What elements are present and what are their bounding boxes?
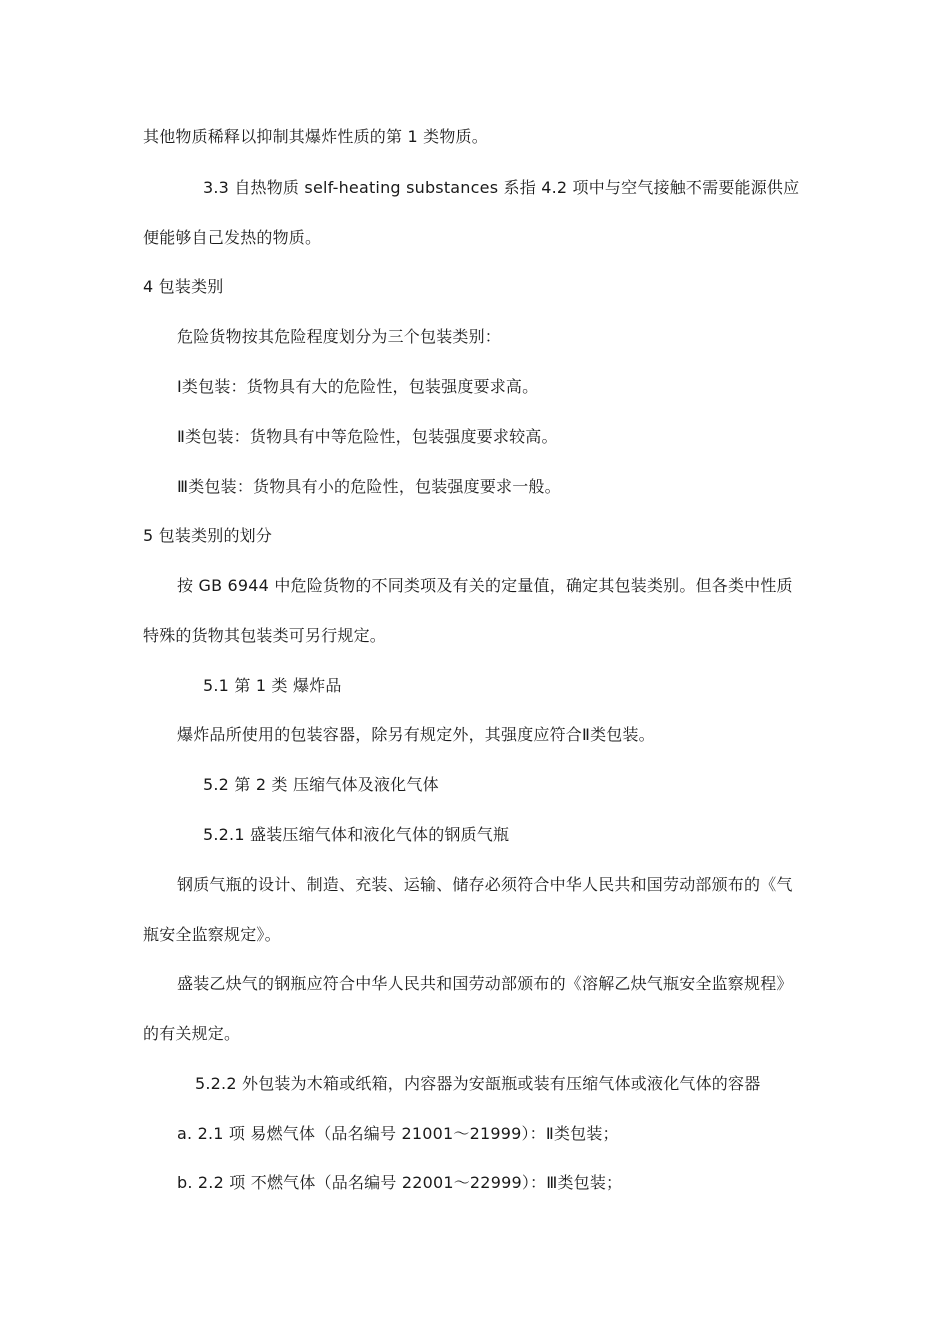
text-line: 危险货物按其危险程度划分为三个包装类别： [177, 327, 502, 346]
list-item: Ⅰ类包装：货物具有大的危险性，包装强度要求高。 [177, 377, 539, 396]
section-heading-5-1: 5.1 第 1 类 爆炸品 [203, 676, 342, 695]
text-line: 特殊的货物其包装类可另行规定。 [143, 626, 387, 645]
text-line: 其他物质稀释以抑制其爆炸性质的第 1 类物质。 [143, 127, 488, 146]
section-heading-4: 4 包装类别 [143, 277, 224, 296]
text-line: 爆炸品所使用的包装容器，除另有规定外，其强度应符合Ⅱ类包装。 [177, 725, 655, 744]
list-item: a. 2.1 项 易燃气体（品名编号 21001～21999）：Ⅱ类包装； [177, 1124, 619, 1143]
list-item: b. 2.2 项 不燃气体（品名编号 22001～22999）：Ⅲ类包装； [177, 1173, 623, 1192]
text-line: 盛装乙炔气的钢瓶应符合中华人民共和国劳动部颁布的《溶解乙炔气瓶安全监察规程》 [177, 974, 793, 993]
section-heading-5: 5 包装类别的划分 [143, 526, 273, 545]
section-heading-3-3: 3.3 自热物质 self-heating substances 系指 4.2 项中与空气接触不需要能源供应 [203, 178, 800, 197]
section-heading-5-2-1: 5.2.1 盛装压缩气体和液化气体的钢质气瓶 [203, 825, 510, 844]
text-line: 便能够自己发热的物质。 [143, 228, 322, 247]
section-heading-5-2-2: 5.2.2 外包装为木箱或纸箱，内容器为安瓿瓶或装有压缩气体或液化气体的容器 [195, 1074, 761, 1093]
list-item: Ⅱ类包装：货物具有中等危险性，包装强度要求较高。 [177, 427, 558, 446]
text-line: 的有关规定。 [143, 1024, 241, 1043]
text-line: 钢质气瓶的设计、制造、充装、运输、储存必须符合中华人民共和国劳动部颁布的《气 [177, 875, 793, 894]
list-item: Ⅲ类包装：货物具有小的危险性，包装强度要求一般。 [177, 477, 561, 496]
text-line: 瓶安全监察规定》。 [143, 925, 281, 944]
text-line: 按 GB 6944 中危险货物的不同类项及有关的定量值，确定其包装类别。但各类中性质 [177, 576, 793, 595]
section-heading-5-2: 5.2 第 2 类 压缩气体及液化气体 [203, 775, 439, 794]
